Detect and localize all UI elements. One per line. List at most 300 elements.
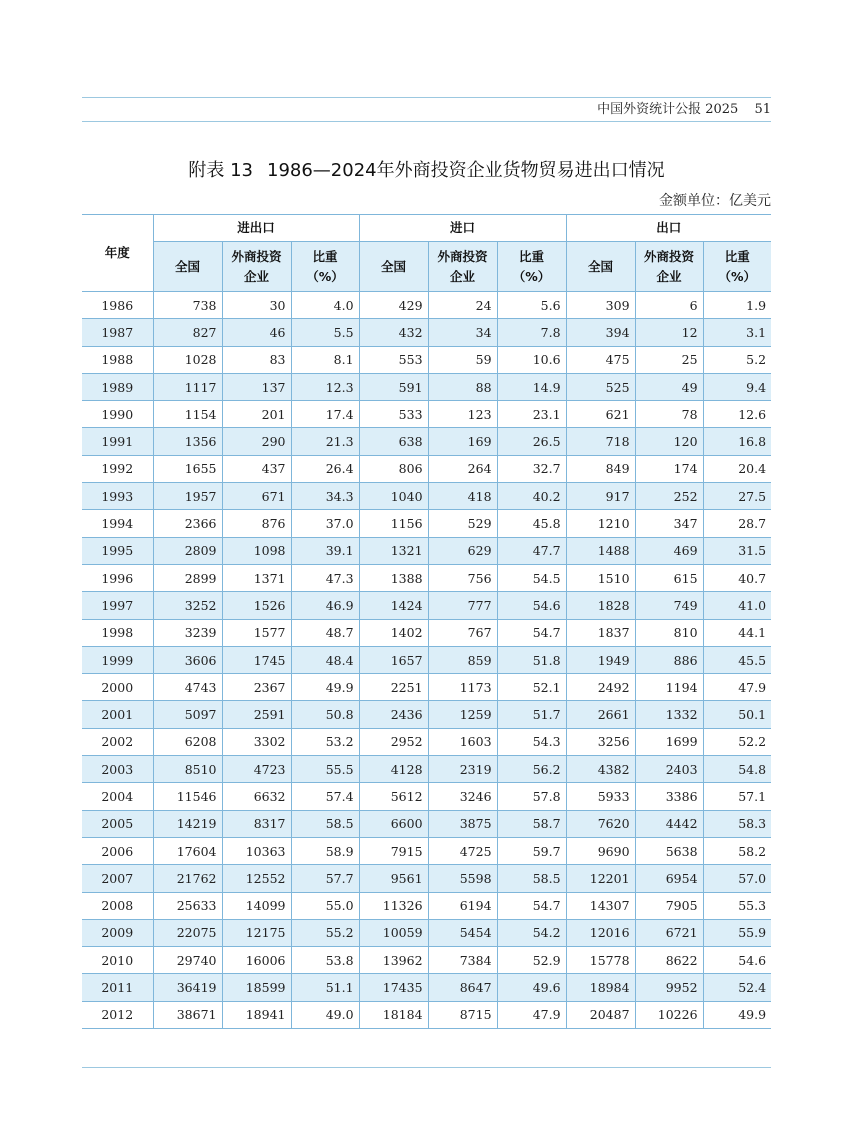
value-cell: 5.6 [497, 292, 566, 319]
year-cell: 1988 [82, 346, 153, 373]
sub-header-national: 全国 [153, 242, 222, 292]
value-cell: 39.1 [291, 537, 359, 564]
year-cell: 1998 [82, 619, 153, 646]
value-cell: 58.5 [497, 865, 566, 892]
value-cell: 25 [635, 346, 703, 373]
table-row [82, 974, 771, 1001]
value-cell: 5598 [428, 865, 497, 892]
value-cell: 6954 [635, 865, 703, 892]
group-header-trade: 进出口 [153, 215, 359, 242]
value-cell: 54.6 [497, 592, 566, 619]
value-cell: 5454 [428, 919, 497, 946]
value-cell: 40.7 [703, 564, 771, 591]
value-cell: 59 [428, 346, 497, 373]
value-cell: 9952 [635, 974, 703, 1001]
value-cell: 30 [222, 292, 291, 319]
year-cell: 2011 [82, 974, 153, 1001]
value-cell: 50.8 [291, 701, 359, 728]
group-header-export: 出口 [566, 215, 771, 242]
value-cell: 2251 [359, 674, 428, 701]
value-cell: 5638 [635, 837, 703, 864]
value-cell: 1040 [359, 483, 428, 510]
value-cell: 749 [635, 592, 703, 619]
year-cell: 1995 [82, 537, 153, 564]
table-row [82, 674, 771, 701]
value-cell: 2809 [153, 537, 222, 564]
value-cell: 1577 [222, 619, 291, 646]
value-cell: 2367 [222, 674, 291, 701]
value-cell: 49.6 [497, 974, 566, 1001]
value-cell: 59.7 [497, 837, 566, 864]
value-cell: 4442 [635, 810, 703, 837]
value-cell: 58.7 [497, 810, 566, 837]
value-cell: 18599 [222, 974, 291, 1001]
footer-rule [82, 1067, 771, 1068]
value-cell: 1117 [153, 373, 222, 400]
value-cell: 44.1 [703, 619, 771, 646]
top-rule [82, 97, 771, 98]
value-cell: 6194 [428, 892, 497, 919]
value-cell: 12552 [222, 865, 291, 892]
value-cell: 18941 [222, 1001, 291, 1028]
value-cell: 26.5 [497, 428, 566, 455]
value-cell: 806 [359, 455, 428, 482]
year-cell: 1992 [82, 455, 153, 482]
value-cell: 49.9 [703, 1001, 771, 1028]
value-cell: 3246 [428, 783, 497, 810]
table-row [82, 564, 771, 591]
value-cell: 2436 [359, 701, 428, 728]
value-cell: 55.2 [291, 919, 359, 946]
value-cell: 123 [428, 401, 497, 428]
value-cell: 738 [153, 292, 222, 319]
table-row [82, 865, 771, 892]
value-cell: 827 [153, 319, 222, 346]
value-cell: 1371 [222, 564, 291, 591]
value-cell: 777 [428, 592, 497, 619]
value-cell: 17435 [359, 974, 428, 1001]
value-cell: 174 [635, 455, 703, 482]
value-cell: 3239 [153, 619, 222, 646]
value-cell: 34 [428, 319, 497, 346]
sub-header-ratio: 比重 （%） [703, 242, 771, 292]
value-cell: 14.9 [497, 373, 566, 400]
value-cell: 45.5 [703, 646, 771, 673]
value-cell: 1603 [428, 728, 497, 755]
value-cell: 16006 [222, 947, 291, 974]
value-cell: 29740 [153, 947, 222, 974]
value-cell: 17604 [153, 837, 222, 864]
value-cell: 6 [635, 292, 703, 319]
value-cell: 34.3 [291, 483, 359, 510]
year-cell: 1989 [82, 373, 153, 400]
table-row [82, 319, 771, 346]
value-cell: 591 [359, 373, 428, 400]
table-title [82, 158, 771, 184]
value-cell: 8715 [428, 1001, 497, 1028]
value-cell: 9.4 [703, 373, 771, 400]
running-head [82, 100, 771, 120]
value-cell: 418 [428, 483, 497, 510]
value-cell: 475 [566, 346, 635, 373]
value-cell: 1488 [566, 537, 635, 564]
value-cell: 671 [222, 483, 291, 510]
value-cell: 7905 [635, 892, 703, 919]
value-cell: 2492 [566, 674, 635, 701]
value-cell: 3.1 [703, 319, 771, 346]
value-cell: 47.3 [291, 564, 359, 591]
table-row [82, 292, 771, 319]
value-cell: 309 [566, 292, 635, 319]
table-row [82, 810, 771, 837]
table-row [82, 401, 771, 428]
value-cell: 1837 [566, 619, 635, 646]
table-row [82, 537, 771, 564]
table-number: 附表 13 [188, 160, 253, 181]
value-cell: 137 [222, 373, 291, 400]
value-cell: 3386 [635, 783, 703, 810]
value-cell: 6208 [153, 728, 222, 755]
table-row [82, 919, 771, 946]
value-cell: 8647 [428, 974, 497, 1001]
value-cell: 6632 [222, 783, 291, 810]
value-cell: 57.7 [291, 865, 359, 892]
value-cell: 54.7 [497, 619, 566, 646]
year-cell: 2003 [82, 756, 153, 783]
value-cell: 7620 [566, 810, 635, 837]
value-cell: 394 [566, 319, 635, 346]
value-cell: 849 [566, 455, 635, 482]
value-cell: 7.8 [497, 319, 566, 346]
value-cell: 12.6 [703, 401, 771, 428]
value-cell: 2366 [153, 510, 222, 537]
value-cell: 638 [359, 428, 428, 455]
value-cell: 1510 [566, 564, 635, 591]
table-row [82, 646, 771, 673]
value-cell: 16.8 [703, 428, 771, 455]
value-cell: 49 [635, 373, 703, 400]
value-cell: 38671 [153, 1001, 222, 1028]
value-cell: 46.9 [291, 592, 359, 619]
header-rule [82, 121, 771, 122]
year-cell: 2008 [82, 892, 153, 919]
value-cell: 810 [635, 619, 703, 646]
table-row [82, 510, 771, 537]
value-cell: 533 [359, 401, 428, 428]
year-cell: 1996 [82, 564, 153, 591]
value-cell: 621 [566, 401, 635, 428]
table-body [82, 292, 771, 1029]
value-cell: 4128 [359, 756, 428, 783]
value-cell: 1828 [566, 592, 635, 619]
table-row [82, 783, 771, 810]
value-cell: 615 [635, 564, 703, 591]
value-cell: 629 [428, 537, 497, 564]
value-cell: 20.4 [703, 455, 771, 482]
table-row [82, 428, 771, 455]
value-cell: 886 [635, 646, 703, 673]
value-cell: 5.2 [703, 346, 771, 373]
value-cell: 50.1 [703, 701, 771, 728]
value-cell: 45.8 [497, 510, 566, 537]
year-cell: 2001 [82, 701, 153, 728]
value-cell: 1.9 [703, 292, 771, 319]
value-cell: 13962 [359, 947, 428, 974]
value-cell: 10363 [222, 837, 291, 864]
value-cell: 347 [635, 510, 703, 537]
table-row [82, 592, 771, 619]
value-cell: 54.2 [497, 919, 566, 946]
table-row [82, 346, 771, 373]
value-cell: 429 [359, 292, 428, 319]
value-cell: 55.3 [703, 892, 771, 919]
value-cell: 1332 [635, 701, 703, 728]
value-cell: 8.1 [291, 346, 359, 373]
value-cell: 52.2 [703, 728, 771, 755]
value-cell: 529 [428, 510, 497, 537]
value-cell: 54.6 [703, 947, 771, 974]
value-cell: 7384 [428, 947, 497, 974]
sub-header-fie: 外商投资 企业 [428, 242, 497, 292]
value-cell: 21762 [153, 865, 222, 892]
value-cell: 54.5 [497, 564, 566, 591]
value-cell: 3256 [566, 728, 635, 755]
page-number: 51 [754, 102, 771, 117]
value-cell: 1388 [359, 564, 428, 591]
sub-header-ratio: 比重 （%） [291, 242, 359, 292]
value-cell: 6600 [359, 810, 428, 837]
value-cell: 1194 [635, 674, 703, 701]
value-cell: 10059 [359, 919, 428, 946]
value-cell: 41.0 [703, 592, 771, 619]
year-cell: 1993 [82, 483, 153, 510]
year-cell: 1991 [82, 428, 153, 455]
table-row [82, 756, 771, 783]
value-cell: 55.5 [291, 756, 359, 783]
group-header-import: 进口 [359, 215, 566, 242]
year-cell: 2010 [82, 947, 153, 974]
value-cell: 756 [428, 564, 497, 591]
table-row [82, 892, 771, 919]
value-cell: 876 [222, 510, 291, 537]
value-cell: 56.2 [497, 756, 566, 783]
value-cell: 46 [222, 319, 291, 346]
value-cell: 88 [428, 373, 497, 400]
value-cell: 1173 [428, 674, 497, 701]
value-cell: 15778 [566, 947, 635, 974]
value-cell: 12 [635, 319, 703, 346]
value-cell: 31.5 [703, 537, 771, 564]
table-row [82, 373, 771, 400]
value-cell: 54.3 [497, 728, 566, 755]
value-cell: 9690 [566, 837, 635, 864]
year-cell: 2006 [82, 837, 153, 864]
value-cell: 1526 [222, 592, 291, 619]
value-cell: 1098 [222, 537, 291, 564]
value-cell: 264 [428, 455, 497, 482]
table-row [82, 619, 771, 646]
year-cell: 1994 [82, 510, 153, 537]
value-cell: 78 [635, 401, 703, 428]
value-cell: 27.5 [703, 483, 771, 510]
value-cell: 47.9 [703, 674, 771, 701]
value-cell: 1424 [359, 592, 428, 619]
value-cell: 252 [635, 483, 703, 510]
value-cell: 2403 [635, 756, 703, 783]
year-cell: 2000 [82, 674, 153, 701]
year-cell: 2007 [82, 865, 153, 892]
table-row [82, 1001, 771, 1028]
value-cell: 11326 [359, 892, 428, 919]
value-cell: 1745 [222, 646, 291, 673]
value-cell: 3252 [153, 592, 222, 619]
value-cell: 1154 [153, 401, 222, 428]
value-cell: 432 [359, 319, 428, 346]
value-cell: 1957 [153, 483, 222, 510]
value-cell: 52.9 [497, 947, 566, 974]
value-cell: 8317 [222, 810, 291, 837]
table-row [82, 837, 771, 864]
sub-header-fie: 外商投资 企业 [222, 242, 291, 292]
value-cell: 40.2 [497, 483, 566, 510]
value-cell: 54.8 [703, 756, 771, 783]
year-cell: 1987 [82, 319, 153, 346]
value-cell: 48.7 [291, 619, 359, 646]
sub-header-fie: 外商投资 企业 [635, 242, 703, 292]
value-cell: 6721 [635, 919, 703, 946]
value-cell: 32.7 [497, 455, 566, 482]
value-cell: 4.0 [291, 292, 359, 319]
value-cell: 48.4 [291, 646, 359, 673]
value-cell: 1028 [153, 346, 222, 373]
table-row [82, 947, 771, 974]
table-row [82, 728, 771, 755]
value-cell: 28.7 [703, 510, 771, 537]
value-cell: 14099 [222, 892, 291, 919]
publication-title: 中国外资统计公报 2025 [597, 102, 739, 117]
value-cell: 3302 [222, 728, 291, 755]
year-cell: 2002 [82, 728, 153, 755]
value-cell: 1657 [359, 646, 428, 673]
year-cell: 2005 [82, 810, 153, 837]
value-cell: 12201 [566, 865, 635, 892]
value-cell: 5612 [359, 783, 428, 810]
value-cell: 1210 [566, 510, 635, 537]
sub-header-ratio: 比重 （%） [497, 242, 566, 292]
value-cell: 53.8 [291, 947, 359, 974]
value-cell: 49.9 [291, 674, 359, 701]
value-cell: 12175 [222, 919, 291, 946]
value-cell: 8510 [153, 756, 222, 783]
value-cell: 4725 [428, 837, 497, 864]
value-cell: 21.3 [291, 428, 359, 455]
value-cell: 4723 [222, 756, 291, 783]
value-cell: 14219 [153, 810, 222, 837]
year-cell: 1997 [82, 592, 153, 619]
value-cell: 18984 [566, 974, 635, 1001]
value-cell: 2661 [566, 701, 635, 728]
value-cell: 57.8 [497, 783, 566, 810]
year-cell: 1986 [82, 292, 153, 319]
value-cell: 12016 [566, 919, 635, 946]
value-cell: 169 [428, 428, 497, 455]
value-cell: 1156 [359, 510, 428, 537]
value-cell: 58.9 [291, 837, 359, 864]
value-cell: 57.4 [291, 783, 359, 810]
value-cell: 437 [222, 455, 291, 482]
value-cell: 52.4 [703, 974, 771, 1001]
value-cell: 18184 [359, 1001, 428, 1028]
value-cell: 718 [566, 428, 635, 455]
value-cell: 12.3 [291, 373, 359, 400]
value-cell: 859 [428, 646, 497, 673]
trade-table [82, 214, 771, 1029]
year-cell: 2009 [82, 919, 153, 946]
value-cell: 24 [428, 292, 497, 319]
value-cell: 1321 [359, 537, 428, 564]
value-cell: 22075 [153, 919, 222, 946]
value-cell: 57.1 [703, 783, 771, 810]
value-cell: 2952 [359, 728, 428, 755]
sub-header-national: 全国 [359, 242, 428, 292]
value-cell: 20487 [566, 1001, 635, 1028]
value-cell: 47.9 [497, 1001, 566, 1028]
value-cell: 290 [222, 428, 291, 455]
value-cell: 8622 [635, 947, 703, 974]
year-cell: 1999 [82, 646, 153, 673]
value-cell: 25633 [153, 892, 222, 919]
value-cell: 10226 [635, 1001, 703, 1028]
value-cell: 1655 [153, 455, 222, 482]
table-row [82, 701, 771, 728]
value-cell: 55.9 [703, 919, 771, 946]
value-cell: 37.0 [291, 510, 359, 537]
value-cell: 58.2 [703, 837, 771, 864]
value-cell: 54.7 [497, 892, 566, 919]
value-cell: 58.5 [291, 810, 359, 837]
value-cell: 51.8 [497, 646, 566, 673]
value-cell: 53.2 [291, 728, 359, 755]
value-cell: 10.6 [497, 346, 566, 373]
year-cell: 1990 [82, 401, 153, 428]
table-row [82, 455, 771, 482]
value-cell: 5933 [566, 783, 635, 810]
value-cell: 3875 [428, 810, 497, 837]
value-cell: 52.1 [497, 674, 566, 701]
value-cell: 5097 [153, 701, 222, 728]
value-cell: 1699 [635, 728, 703, 755]
year-header: 年度 [82, 215, 153, 292]
value-cell: 2591 [222, 701, 291, 728]
value-cell: 57.0 [703, 865, 771, 892]
value-cell: 469 [635, 537, 703, 564]
value-cell: 36419 [153, 974, 222, 1001]
value-cell: 14307 [566, 892, 635, 919]
value-cell: 58.3 [703, 810, 771, 837]
value-cell: 49.0 [291, 1001, 359, 1028]
value-cell: 1259 [428, 701, 497, 728]
sub-header-national: 全国 [566, 242, 635, 292]
value-cell: 26.4 [291, 455, 359, 482]
value-cell: 120 [635, 428, 703, 455]
value-cell: 553 [359, 346, 428, 373]
value-cell: 4382 [566, 756, 635, 783]
value-cell: 51.1 [291, 974, 359, 1001]
value-cell: 1949 [566, 646, 635, 673]
value-cell: 47.7 [497, 537, 566, 564]
year-cell: 2012 [82, 1001, 153, 1028]
unit-label: 金额单位：亿美元 [659, 193, 771, 209]
